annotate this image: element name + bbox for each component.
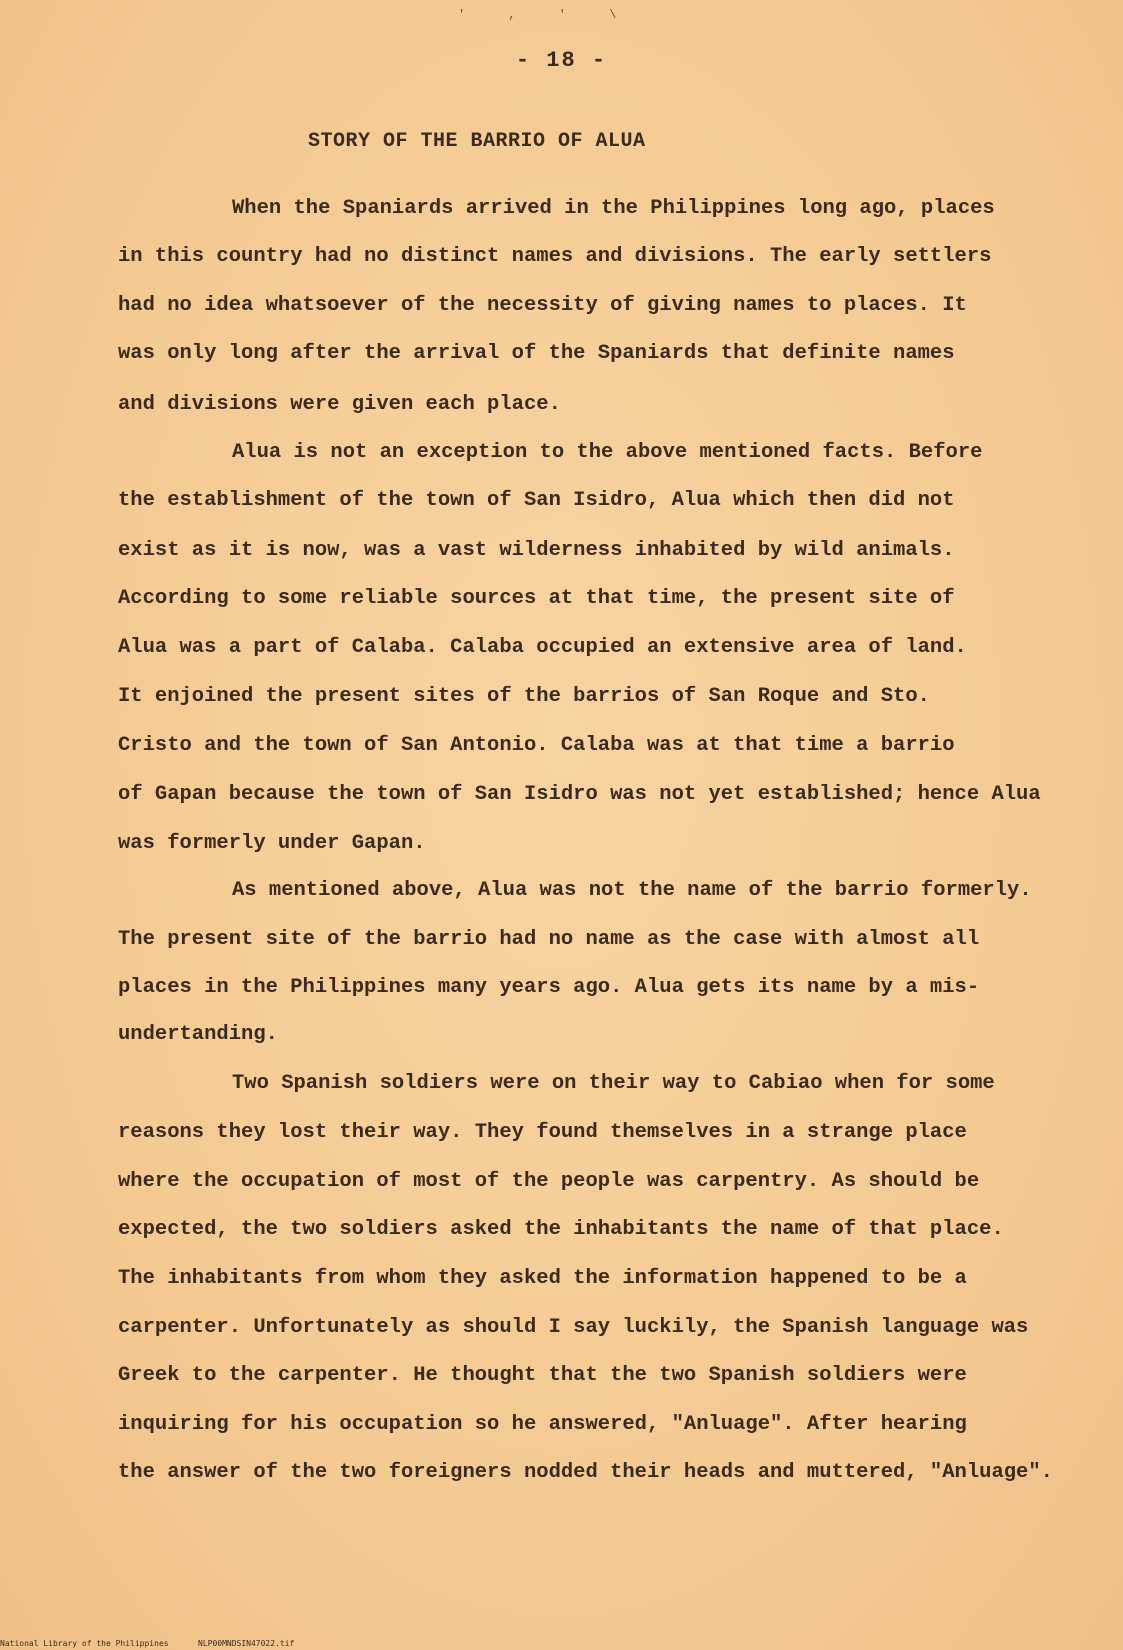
text-line: was formerly under Gapan. [118,832,426,855]
text-line: It enjoined the present sites of the barrios of San Roque and Sto. [118,685,930,708]
text-line: undertanding. [118,1023,278,1046]
text-line: was only long after the arrival of the Spaniards that definite names [118,342,955,365]
text-line: Alua was a part of Calaba. Calaba occupied an extensive area of land. [118,636,967,659]
text-line: and divisions were given each place. [118,393,561,416]
text-line: carpenter. Unfortunately as should I say luckily, the Spanish language was [118,1316,1029,1339]
text-line: the answer of the two foreigners nodded their heads and muttered, "Anluage". [118,1461,1053,1484]
text-line: inquiring for his occupation so he answered, "Anluage". After hearing [118,1413,967,1436]
text-line: had no idea whatsoever of the necessity of giving names to places. It [118,294,967,317]
scan-specks: ' , ' \ [458,8,635,22]
text-line: where the occupation of most of the people was carpentry. As should be [118,1170,980,1193]
text-line: the establishment of the town of San Isidro, Alua which then did not [118,489,955,512]
text-line: expected, the two soldiers asked the inhabitants the name of that place. [118,1218,1004,1241]
text-line: exist as it is now, was a vast wilderness inhabited by wild animals. [118,539,955,562]
text-line: When the Spaniards arrived in the Philippines long ago, places [232,197,995,220]
document-title: STORY OF THE BARRIO OF ALUA [308,130,646,153]
text-line: in this country had no distinct names and divisions. The early settlers [118,245,992,268]
text-line: The inhabitants from whom they asked the information happened to be a [118,1267,967,1290]
text-line: According to some reliable sources at that time, the present site of [118,587,955,610]
text-line: of Gapan because the town of San Isidro was not yet established; hence Alua [118,783,1041,806]
text-line: Two Spanish soldiers were on their way to Cabiao when for some [232,1072,995,1095]
text-line: The present site of the barrio had no name as the case with almost all [118,928,980,951]
text-line: Cristo and the town of San Antonio. Calaba was at that time a barrio [118,734,955,757]
text-line: Alua is not an exception to the above mentioned facts. Before [232,441,983,464]
text-line: As mentioned above, Alua was not the name of the barrio formerly. [232,879,1032,902]
text-line: reasons they lost their way. They found themselves in a strange place [118,1121,967,1144]
scan-footer [0,1639,295,1648]
page-number: - 18 - [515,48,608,73]
text-line: places in the Philippines many years ago. Alua gets its name by a mis- [118,976,980,999]
file-name: NLP00MNDSIN47022.tif [198,1639,295,1648]
text-line: Greek to the carpenter. He thought that the two Spanish soldiers were [118,1364,967,1387]
library-credit: National Library of the Philippines [0,1639,169,1648]
